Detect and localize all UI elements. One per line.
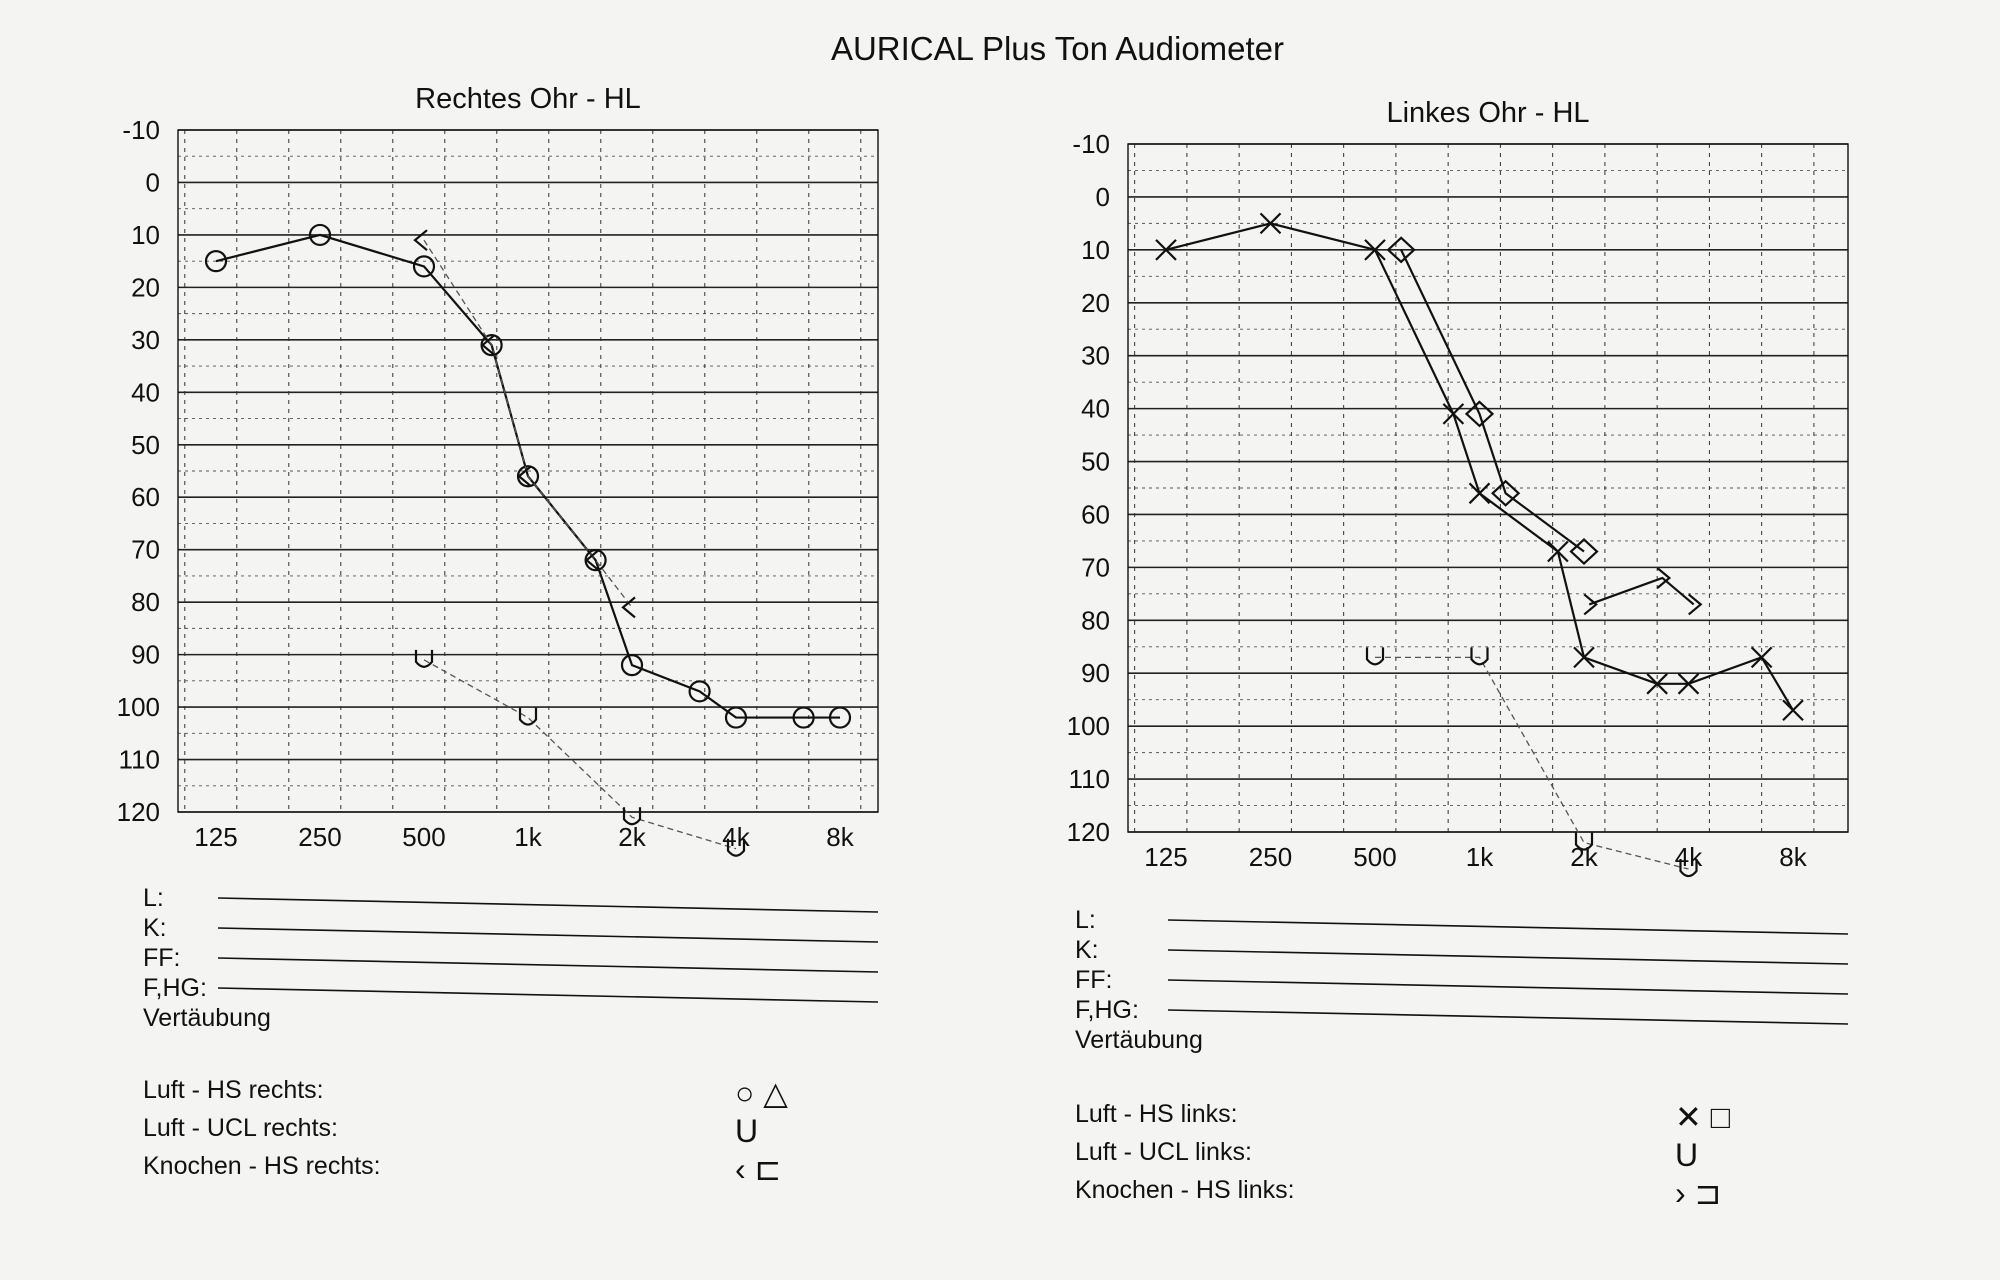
x-tick-label: 2k (618, 822, 646, 852)
row-label: Vertäubung (1075, 1026, 1203, 1054)
y-tick-label: 60 (1081, 499, 1110, 530)
x-tick-label: 1k (514, 822, 542, 852)
row-label: K: (143, 914, 167, 942)
row-line (1168, 920, 1848, 934)
y-tick-label: 0 (1095, 181, 1110, 212)
y-tick-label: 40 (131, 377, 160, 408)
legend-symbols: U (1675, 1137, 1699, 1173)
legend-symbols: ○ △ (735, 1075, 788, 1111)
y-tick-label: 60 (131, 482, 160, 513)
series-u (1367, 647, 1697, 876)
legend-label: Knochen - HS rechts: (143, 1152, 381, 1180)
y-tick-label: 110 (118, 744, 160, 775)
y-tick-label: 70 (131, 534, 160, 565)
series-x (1156, 213, 1803, 720)
data-point-x (1574, 647, 1594, 667)
x-tick-label: 8k (1779, 842, 1807, 872)
data-point-u (520, 708, 536, 725)
y-tick-label: 70 (1081, 552, 1110, 583)
row-label: L: (1075, 906, 1096, 934)
x-tick-label: 4k (722, 822, 750, 852)
legend-label: Knochen - HS links: (1075, 1176, 1295, 1204)
data-point-u (416, 650, 432, 667)
y-tick-label: -10 (1072, 129, 1110, 159)
y-tick-label: 110 (1068, 764, 1110, 795)
data-point-bracket-left (415, 230, 427, 250)
y-tick-label: 90 (1081, 658, 1110, 689)
data-point-u (1367, 647, 1383, 664)
y-tick-label: 10 (1081, 234, 1110, 265)
y-tick-label: 10 (131, 219, 160, 250)
row-label: F,HG: (1075, 996, 1139, 1024)
row-line (218, 928, 878, 942)
x-tick-label: 125 (194, 822, 238, 852)
x-tick-label: 250 (1248, 842, 1293, 872)
row-label: F,HG: (143, 974, 207, 1002)
legend-label: Luft - UCL rechts: (143, 1114, 338, 1142)
chart-title: Rechtes Ohr - HL (415, 83, 641, 115)
y-tick-label: 40 (1081, 393, 1110, 424)
y-tick-label: 50 (131, 429, 160, 460)
y-tick-label: 100 (116, 692, 160, 723)
legend-label: Luft - HS links: (1075, 1100, 1238, 1128)
series-bracket-right (1584, 568, 1701, 614)
x-tick-label: 500 (1353, 842, 1397, 872)
y-tick-label: 50 (1081, 446, 1110, 477)
y-tick-label: 20 (131, 272, 160, 303)
x-tick-label: 4k (1674, 842, 1703, 872)
legend-label: Luft - UCL links: (1075, 1138, 1252, 1166)
legend-symbols: › ⊐ (1675, 1175, 1722, 1211)
legend-label: Luft - HS rechts: (143, 1076, 324, 1104)
row-label: Vertäubung (143, 1004, 271, 1032)
y-tick-label: 80 (131, 587, 160, 618)
data-point-bracket-left (623, 597, 635, 617)
x-tick-label: 1k (1465, 842, 1494, 872)
x-tick-label: 2k (1570, 842, 1598, 872)
data-point-bracket-right (1689, 594, 1701, 614)
y-tick-label: 0 (145, 167, 160, 198)
series-line (1401, 250, 1584, 552)
chart-title: Linkes Ohr - HL (1386, 97, 1590, 129)
y-tick-label: 100 (1066, 711, 1110, 742)
row-line (218, 958, 878, 972)
y-tick-label: 90 (131, 639, 160, 670)
row-line (1168, 980, 1848, 994)
y-tick-label: 120 (1066, 817, 1110, 847)
page-title: AURICAL Plus Ton Audiometer (830, 30, 1285, 67)
y-tick-label: 80 (1081, 605, 1110, 636)
legend-symbols: ‹ ⊏ (735, 1151, 782, 1187)
row-line (218, 988, 878, 1002)
row-label: FF: (1075, 966, 1113, 994)
data-point-x (1783, 700, 1803, 720)
series-line (1166, 223, 1793, 710)
row-label: FF: (143, 944, 181, 972)
audiogram-left-ear (1067, 97, 1848, 1211)
y-tick-label: 120 (116, 797, 160, 827)
x-tick-label: 125 (1144, 842, 1188, 872)
row-label: L: (143, 884, 164, 912)
data-point-u (1472, 647, 1488, 664)
legend-symbols: U (735, 1113, 759, 1149)
audiogram-right-ear (117, 83, 878, 1187)
data-point-x (1470, 483, 1490, 503)
x-tick-label: 500 (402, 822, 446, 852)
x-tick-label: 8k (826, 822, 854, 852)
x-tick-label: 250 (298, 822, 342, 852)
y-tick-label: 20 (1081, 287, 1110, 318)
legend-symbols: ✕ □ (1675, 1099, 1731, 1135)
series-bracket-left (415, 230, 635, 617)
row-line (1168, 1010, 1848, 1024)
row-line (1168, 950, 1848, 964)
series-line (1589, 578, 1694, 604)
y-tick-label: 30 (131, 324, 160, 355)
y-tick-label: 30 (1081, 340, 1110, 371)
row-line (218, 898, 878, 912)
data-point-x (1548, 542, 1568, 562)
series-line (1375, 657, 1689, 869)
data-point-x (1443, 404, 1463, 424)
y-tick-label: -10 (122, 115, 160, 145)
row-label: K: (1075, 936, 1099, 964)
